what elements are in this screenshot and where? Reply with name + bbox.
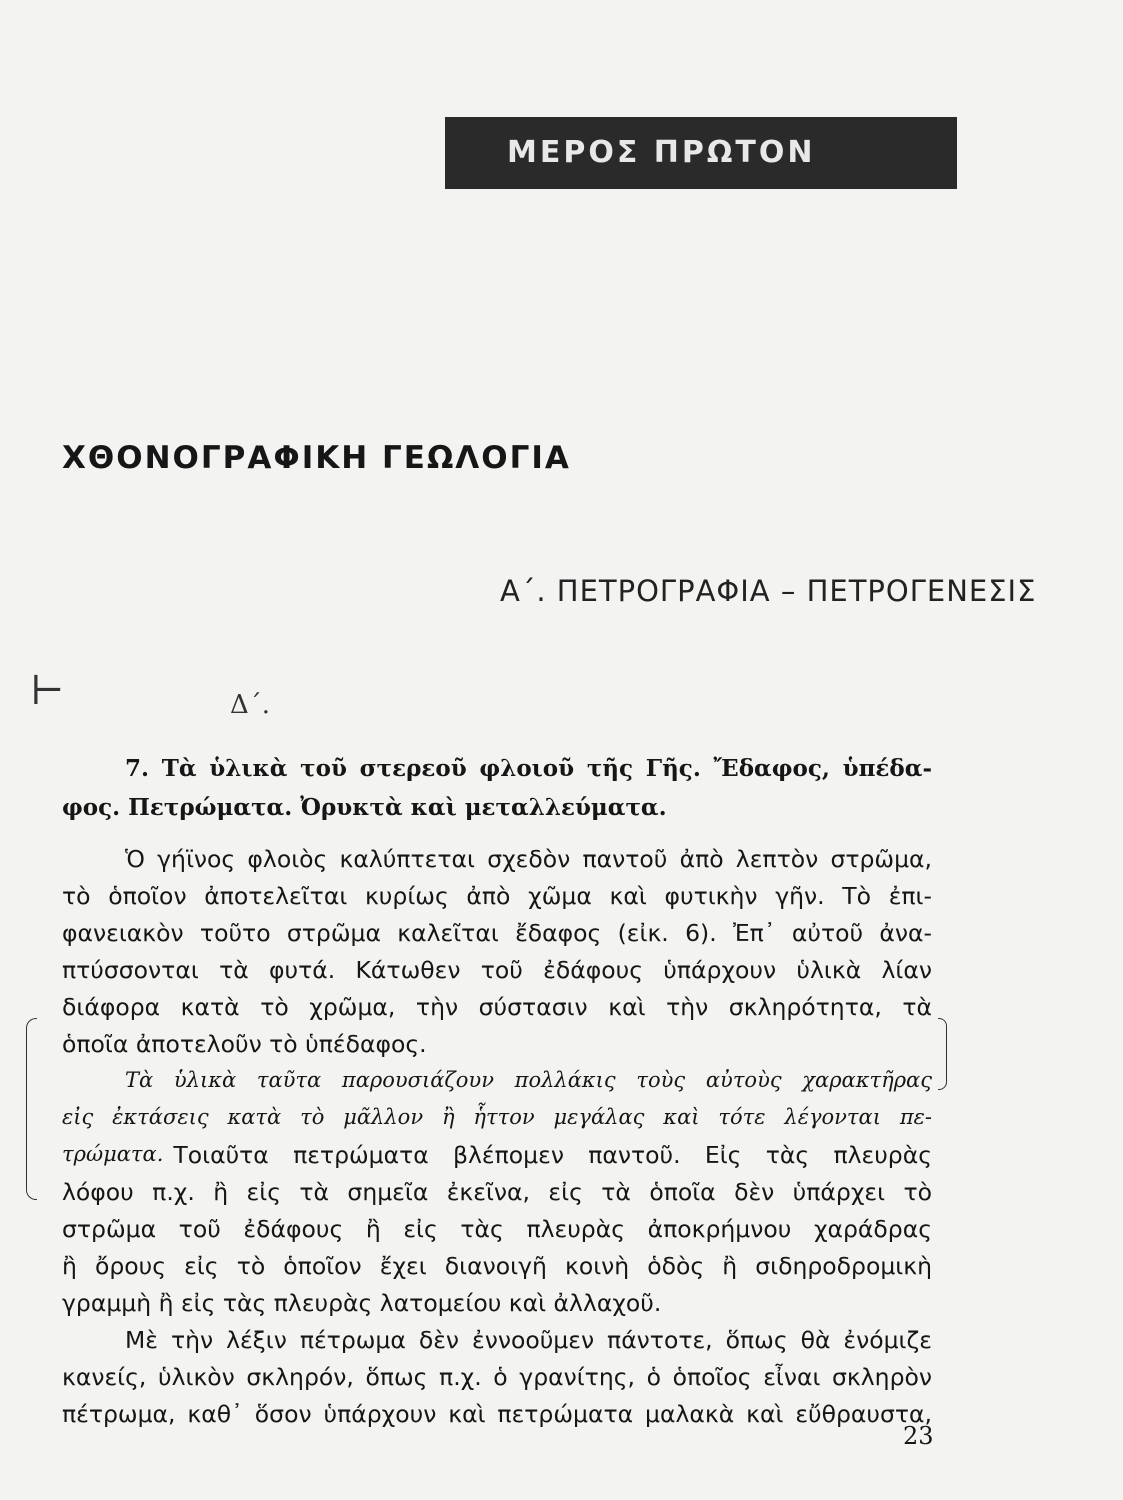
paragraph-line: πτύσσονται τὰ φυτά. Κάτωθεν τοῦ ἐδάφους ὑπάρχουν ὑλικὰ λίαν	[62, 956, 932, 984]
paragraph-line: γραμμὴ ἢ εἰς τὰς πλευρὰς λατομείου καὶ ἀλλαχοῦ.	[62, 1289, 662, 1317]
paragraph-line: πέτρωμα, καθ᾽ ὅσον ὑπάρχουν καὶ πετρώματα μαλακὰ καὶ εὔθραυστα,	[62, 1400, 932, 1428]
section-heading-line: 7. Τὰ ὑλικὰ τοῦ στερεοῦ φλοιοῦ τῆς Γῆς. Ἔδαφος, ὑπέδα-	[125, 755, 932, 782]
handwritten-note: Δ΄.	[230, 690, 271, 720]
handwritten-bracket-left	[26, 1018, 37, 1200]
paragraph-line: λόφου π.χ. ἢ εἰς τὰ σημεῖα ἐκεῖνα, εἰς τὰ ὁποῖα δὲν ὑπάρχει τὸ	[62, 1178, 932, 1206]
paragraph-line: διάφορα κατὰ τὸ χρῶμα, τὴν σύστασιν καὶ τὴν σκληρότητα, τὰ	[62, 993, 932, 1021]
section-title: Α΄. ΠΕΤΡΟΓΡΑΦΙΑ – ΠΕΤΡΟΓΕΝΕΣΙΣ	[500, 574, 1037, 608]
section-heading-line: φος. Πετρώματα. Ὀρυκτὰ καὶ μεταλλεύματα.	[62, 794, 667, 821]
part-header-band	[445, 117, 957, 189]
paragraph-line: κανείς, ὑλικὸν σκληρόν, ὅπως π.χ. ὁ γρανίτης, ὁ ὁποῖος εἶναι σκληρὸν	[62, 1363, 932, 1391]
paragraph-line: ὁποῖα ἀποτελοῦν τὸ ὑπέδαφος.	[62, 1030, 427, 1058]
paragraph-line: στρῶμα τοῦ ἐδάφους ἢ εἰς τὰς πλευρὰς ἀποκρήμνου χαράδρας	[62, 1215, 932, 1243]
paragraph-line: τὸ ὁποῖον ἀποτελεῖται κυρίως ἀπὸ χῶμα καὶ φυτικὴν γῆν. Τὸ ἐπι-	[62, 882, 932, 910]
paragraph-line-rest: Τοιαῦτα πετρώματα βλέπομεν παντοῦ. Εἰς τὰς πλευρὰς	[173, 1141, 932, 1169]
paragraph-line: Μὲ τὴν λέξιν πέτρωμα δὲν ἐννοοῦμεν πάντοτε, ὅπως θὰ ἐνόμιζε	[125, 1326, 932, 1354]
handwritten-cross-mark: ⊢	[30, 668, 65, 714]
paragraph-line: ἢ ὄρους εἰς τὸ ὁποῖον ἔχει διανοιγῆ κοινὴ ὁδὸς ἢ σιδηροδρομικὴ	[62, 1252, 932, 1280]
paragraph-line: Ὁ γήϊνος φλοιὸς καλύπτεται σχεδὸν παντοῦ ἀπὸ λεπτὸν στρῶμα,	[125, 845, 932, 873]
page-number: 23	[903, 1422, 934, 1450]
paragraph-line: φανειακὸν τοῦτο στρῶμα καλεῖται ἔδαφος (εἰκ. 6). Ἐπ᾽ αὐτοῦ ἀνα-	[62, 919, 932, 947]
definition-line: εἰς ἐκτάσεις κατὰ τὸ μᾶλλον ἢ ἧττον μεγάλας καὶ τότε λέγονται πε-	[62, 1105, 932, 1129]
paragraph-line	[62, 1141, 932, 1169]
definition-line: Τὰ ὑλικὰ ταῦτα παρουσιάζουν πολλάκις τοὺς αὐτοὺς χαρακτῆρας	[125, 1068, 932, 1092]
definition-word: τρώματα.	[62, 1142, 164, 1166]
handwritten-bracket-right	[938, 1018, 947, 1090]
chapter-title: ΧΘΟΝΟΓΡΑΦΙΚΗ ΓΕΩΛΟΓΙΑ	[62, 440, 571, 476]
part-header-text: ΜΕΡΟΣ ΠΡΩΤΟΝ	[507, 135, 816, 170]
